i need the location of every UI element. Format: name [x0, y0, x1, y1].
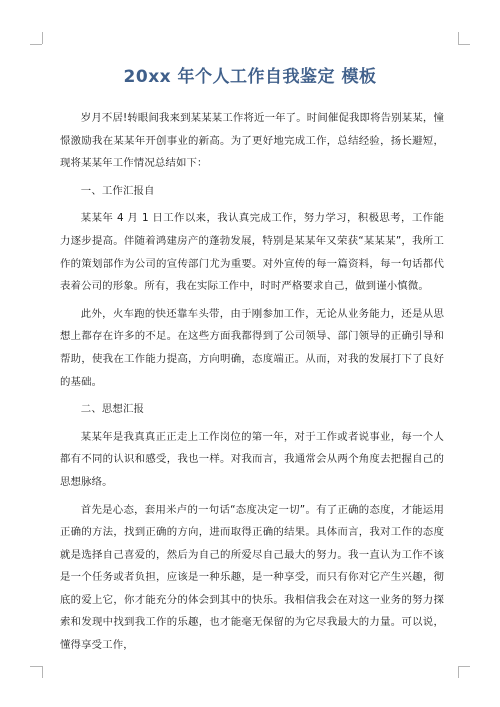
document-body: [60, 107, 444, 662]
crop-mark-top-left-v: [42, 32, 43, 44]
paragraph-work-1: 某某年 4 月 1 日工作以来，我认真完成工作，努力学习，积极思考，工作能力逐步提高。伴随着鸿建房产的蓬勃发展，特别是某某年又荣获“某某某”，我所工作的策划部作为公司的宣传部门尤为重要。对外宣传的每一篇资料，每一句话都代表着公司的形象。所有，我在实际工作中，时时严格要求自己，做到谨小慎微。: [60, 212, 444, 293]
crop-mark-bottom-right-h: [458, 666, 470, 667]
crop-mark-top-right-v: [458, 32, 459, 44]
crop-mark-bottom-left-h: [30, 666, 42, 667]
crop-mark-top-right-h: [458, 44, 470, 45]
paragraph-thought-2: 首先是心态，套用米卢的一句话“态度决定一切”。有了正确的态度，才能运用正确的方法，找到正确的方向，进而取得正确的结果。具体而言，我对工作的态度就是选择自己喜爱的，然后为自己的所爱尽自己最大的努力。我一直认为工作不该是一个任务或者负担，应该是一种乐趣，是一种享受，而只有你对它产生兴趣，彻底的爱上它，你才能充分的体会到其中的快乐。我相信我会在对这一业务的努力探索和发现中找到我工作的乐趣，也才能毫无保留的为它尽我最大的力量。可以说，懂得享受工作，: [60, 503, 444, 652]
paragraph-work-2: 此外，火车跑的快还靠车头带，由于刚参加工作，无论从业务能力，还是从思想上都存在许多的不足。在这些方面我都得到了公司领导、部门领导的正确引导和帮助，使我在工作能力提高，方向明确，态度端正。从而，对我的发展打下了良好的基础。: [60, 307, 444, 388]
crop-mark-top-left-h: [30, 44, 42, 45]
section-heading-thought-report: 二、思想汇报: [80, 403, 145, 416]
paragraph-thought-1: 某某年是我真真正正走上工作岗位的第一年，对于工作或者说事业，每一个人都有不同的认识和感受，我也一样。对我而言，我通常会从两个角度去把握自己的思想脉络。: [60, 430, 444, 488]
crop-mark-bottom-left-v: [42, 666, 43, 678]
section-heading-work-report: 一、工作汇报自: [80, 184, 155, 197]
paragraph-intro: 岁月不居!转眼间我来到某某某工作将近一年了。时间催促我即将告别某某，憧憬激励我在某某年开创事业的新高。为了更好地完成工作，总结经验，扬长避短，现将某某年工作情况总结如下：: [60, 112, 444, 170]
crop-mark-bottom-right-v: [458, 666, 459, 678]
document-title: 20xx 年个人工作自我鉴定 模板: [123, 67, 377, 87]
